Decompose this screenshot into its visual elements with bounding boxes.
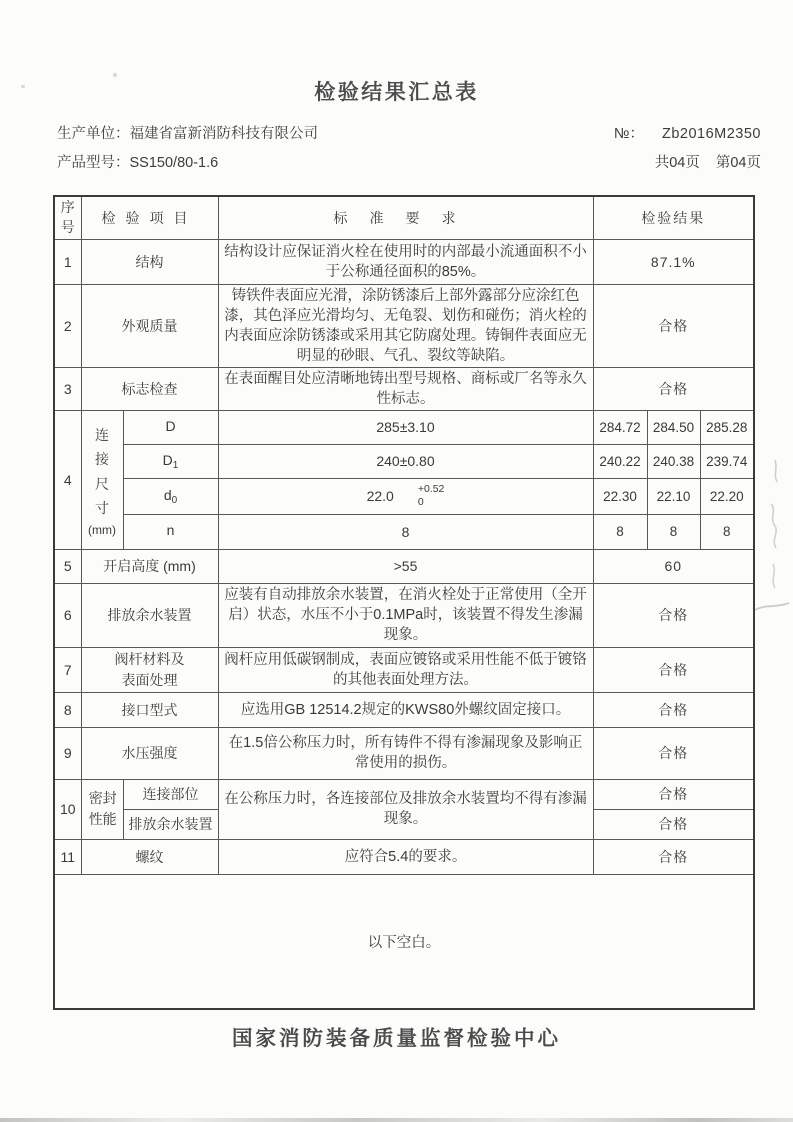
table-row	[54, 410, 754, 444]
scan-artifact-bottom-edge	[0, 1118, 793, 1122]
r8-no-cell: 8	[54, 692, 81, 727]
r8-result-cell: 合格	[593, 692, 754, 727]
r4-sub1-label-sub: 1	[172, 459, 179, 471]
r4-sub2-label: d	[163, 486, 172, 503]
r4-sub1-result-2: 240.38	[647, 444, 700, 478]
table-row	[54, 779, 754, 809]
r4-sub1-label-cell	[123, 444, 218, 478]
r10-item-cell	[81, 779, 123, 839]
report-no-label: №：	[613, 126, 644, 142]
table-row	[54, 239, 754, 284]
r7-item-label: 阀杆材料及表面处理	[114, 650, 185, 688]
table-row	[54, 727, 754, 779]
r4-sub3-result-2: 8	[647, 514, 700, 549]
r1-result-cell: 87.1%	[593, 239, 754, 284]
meta-row-producer	[57, 122, 761, 143]
meta-row-model	[57, 151, 761, 172]
r6-result-cell: 合格	[593, 583, 754, 647]
header-result-cell	[593, 196, 754, 239]
table-row	[54, 478, 754, 514]
r4-sub2-standard-value	[367, 483, 445, 509]
r4-item-unit: (mm)	[88, 522, 116, 537]
r11-item-cell: 螺纹	[81, 839, 218, 874]
r6-item-cell: 排放余水装置	[81, 583, 218, 647]
r6-no-cell: 6	[54, 583, 81, 647]
r7-item-cell	[81, 647, 218, 692]
table-row	[54, 583, 754, 647]
header-result-label: 检验结果	[641, 209, 706, 226]
r11-result-cell: 合格	[593, 839, 754, 874]
r4-sub1-result-1: 240.22	[593, 444, 647, 478]
r4-sub0-label-cell	[123, 410, 218, 444]
table-row	[54, 692, 754, 727]
header-no-cell	[54, 196, 81, 239]
header-standard-cell	[218, 196, 593, 239]
r10-subitem-1-cell: 连接部位	[123, 779, 218, 809]
r5-item-cell: 开启高度 (mm)	[81, 549, 218, 583]
r4-sub0-result-3: 285.28	[700, 410, 754, 444]
producer-name: 福建省富新消防科技有限公司	[129, 126, 318, 142]
r4-sub1-label: D	[162, 451, 173, 468]
table-row	[54, 284, 754, 367]
r4-sub2-standard-cell	[218, 478, 593, 514]
r7-standard-cell: 阀杆应用低碳钢制成，表面应镀铬或采用性能不低于镀铬的其他表面处理方法。	[218, 647, 593, 692]
r4-sub0-standard-cell: 285±3.10	[218, 410, 593, 444]
blank-filler-cell: 以下空白。	[54, 874, 754, 1009]
r10-result-2-cell: 合格	[593, 809, 754, 839]
r5-result-cell: 60	[593, 549, 754, 583]
table-row	[54, 514, 754, 549]
page-current: 第04页	[715, 155, 761, 171]
r3-no-cell: 3	[54, 367, 81, 410]
r9-no-cell: 9	[54, 727, 81, 779]
r4-sub2-result-1: 22.30	[593, 478, 647, 514]
header-no-label: 序号	[60, 199, 75, 235]
r3-item-cell: 标志检查	[81, 367, 218, 410]
r10-no-cell: 10	[54, 779, 81, 839]
issuing-organization: 国家消防装备质量监督检验中心	[232, 1027, 561, 1050]
r4-sub3-result-1: 8	[593, 514, 647, 549]
r9-standard-cell: 在1.5倍公称压力时，所有铸件不得有渗漏现象及影响正常使用的损伤。	[218, 727, 593, 779]
r4-sub3-label: n	[166, 522, 175, 538]
r7-result-cell: 合格	[593, 647, 754, 692]
r10-item-label: 密封性能	[88, 790, 117, 827]
r4-sub2-result-2: 22.10	[647, 478, 700, 514]
tolerance-stack	[418, 483, 445, 509]
r11-no-cell: 11	[54, 839, 81, 874]
model-value: SS150/80-1.6	[129, 155, 219, 171]
r4-item-label: 连接尺寸	[95, 426, 109, 516]
r4-sub3-label-cell	[123, 514, 218, 549]
report-no-field	[614, 122, 761, 143]
table-row	[54, 367, 754, 410]
header-item-cell	[81, 196, 218, 239]
header-item-label: 检验项目	[101, 209, 198, 226]
r2-no-cell: 2	[54, 284, 81, 367]
pages-total: 共04页	[654, 155, 700, 171]
r6-standard-cell: 应装有自动排放余水装置，在消火栓处于正常使用（全开启）状态，水压不小于0.1MPa时，该装置不得发生渗漏现象。	[218, 583, 593, 647]
table-header-row	[54, 196, 754, 239]
r5-no-cell: 5	[54, 549, 81, 583]
r10-subitem-2-cell: 排放余水装置	[123, 809, 218, 839]
r4-sub3-standard-cell: 8	[218, 514, 593, 549]
tolerance-lower: 0	[417, 496, 424, 508]
table-row	[54, 647, 754, 692]
scan-artifact-handwriting	[751, 452, 793, 672]
r4-sub3-result-3: 8	[700, 514, 754, 549]
report-no-value: Zb2016M2350	[661, 126, 761, 142]
r4-sub0-label: D	[165, 417, 176, 434]
r4-item-cell	[81, 410, 123, 549]
tolerance-upper: +0.52	[417, 482, 445, 495]
model-label: 产品型号：	[57, 155, 130, 171]
r8-standard-cell: 应选用GB 12514.2规定的KWS80外螺纹固定接口。	[218, 692, 593, 727]
r8-item-cell: 接口型式	[81, 692, 218, 727]
dimension-nominal: 22.0	[366, 488, 394, 504]
r10-result-1-cell: 合格	[593, 779, 754, 809]
r5-standard-cell: >55	[218, 549, 593, 583]
r4-sub2-label-sub: 0	[171, 494, 178, 506]
r4-sub1-standard-cell: 240±0.80	[218, 444, 593, 478]
r7-no-cell: 7	[54, 647, 81, 692]
producer-label: 生产单位：	[57, 126, 130, 142]
r9-result-cell: 合格	[593, 727, 754, 779]
r4-sub0-result-1: 284.72	[593, 410, 647, 444]
inspection-result-table	[53, 195, 755, 1010]
r4-sub0-result-2: 284.50	[647, 410, 700, 444]
r10-standard-cell: 在公称压力时，各连接部位及排放余水装置均不得有渗漏现象。	[218, 779, 593, 839]
r4-no-cell: 4	[54, 410, 81, 549]
table-row	[54, 839, 754, 874]
r3-standard-cell: 在表面醒目处应清晰地铸出型号规格、商标或厂名等永久性标志。	[218, 367, 593, 410]
table-row	[54, 874, 754, 1009]
r3-result-cell: 合格	[593, 367, 754, 410]
table-row	[54, 549, 754, 583]
model-field	[57, 151, 218, 172]
r2-result-cell: 合格	[593, 284, 754, 367]
header-standard-label: 标准要求	[333, 209, 478, 226]
page-title: 检验结果汇总表	[314, 81, 479, 104]
r1-item-cell: 结构	[81, 239, 218, 284]
producer-field	[57, 122, 318, 143]
r1-standard-cell: 结构设计应保证消火栓在使用时的内部最小流通面积不小于公称通径面积的85%。	[218, 239, 593, 284]
r1-no-cell: 1	[54, 239, 81, 284]
r2-standard-cell: 铸铁件表面应光滑，涂防锈漆后上部外露部分应涂红色漆，其色泽应光滑均匀、无龟裂、划伤和碰伤；消火栓的内表面应涂防锈漆或采用其它防腐处理。铸铜件表面应无明显的砂眼、气孔、裂纹等缺陷。	[218, 284, 593, 367]
r4-sub2-result-3: 22.20	[700, 478, 754, 514]
page-count-field	[655, 151, 761, 172]
r9-item-cell: 水压强度	[81, 727, 218, 779]
r2-item-cell: 外观质量	[81, 284, 218, 367]
r11-standard-cell: 应符合5.4的要求。	[218, 839, 593, 874]
r4-sub2-label-cell	[123, 478, 218, 514]
table-row	[54, 444, 754, 478]
r4-sub1-result-3: 239.74	[700, 444, 754, 478]
